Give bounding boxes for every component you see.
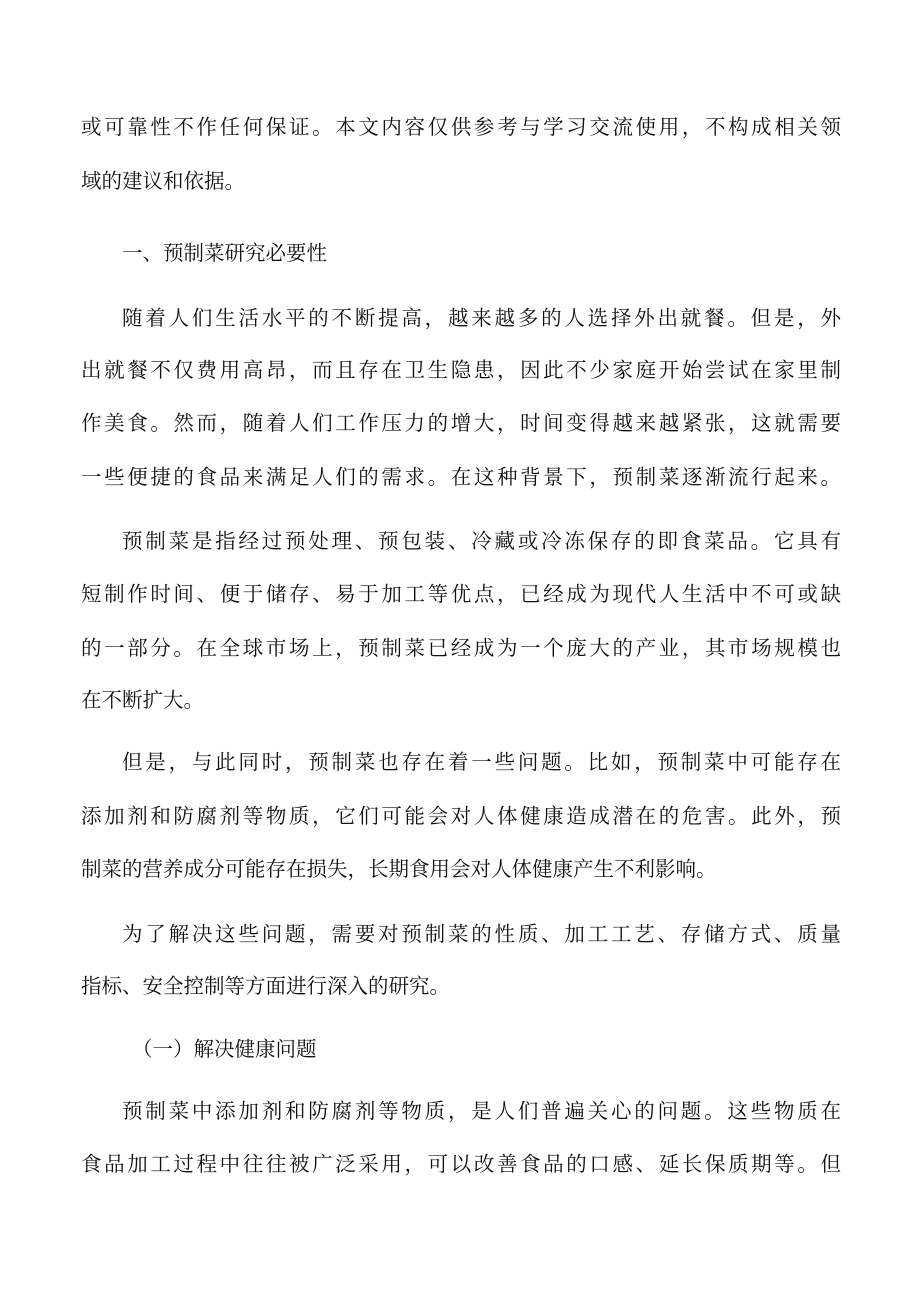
paragraph-1-line-1: 随着人们生活水平的不断提高，越来越多的人选择外出就餐。但是，外	[122, 306, 841, 330]
paragraph-1-line-2: 出就餐不仅费用高昂，而且存在卫生隐患，因此不少家庭开始尝试在家里制	[81, 358, 841, 382]
intro-line-1: 或可靠性不作任何保证。本文内容仅供参考与学习交流使用，不构成相关领	[81, 115, 841, 139]
paragraph-2-line-3: 的一部分。在全球市场上，预制菜已经成为一个庞大的产业，其市场规模也	[81, 636, 841, 660]
section-heading-necessity: 一、预制菜研究必要性	[122, 241, 327, 265]
paragraph-1-line-3: 作美食。然而，随着人们工作压力的增大，时间变得越来越紧张，这就需要	[81, 411, 841, 435]
paragraph-4-line-1: 为了解决这些问题，需要对预制菜的性质、加工工艺、存储方式、质量	[122, 922, 841, 946]
paragraph-2-line-1: 预制菜是指经过预处理、预包装、冷藏或冷冻保存的即食菜品。它具有	[122, 529, 841, 553]
paragraph-4-line-2: 指标、安全控制等方面进行深入的研究。	[81, 974, 450, 998]
subsection-paragraph-line-2: 食品加工过程中往往被广泛采用，可以改善食品的口感、延长保质期等。但	[81, 1152, 841, 1176]
paragraph-1-line-4: 一些便捷的食品来满足人们的需求。在这种背景下，预制菜逐渐流行起来。	[81, 465, 841, 489]
paragraph-3-line-1: 但是，与此同时，预制菜也存在着一些问题。比如，预制菜中可能存在	[122, 750, 841, 774]
paragraph-2-line-2: 短制作时间、便于储存、易于加工等优点，已经成为现代人生活中不可或缺	[81, 582, 841, 606]
paragraph-3-line-3: 制菜的营养成分可能存在损失，长期食用会对人体健康产生不利影响。	[81, 857, 717, 881]
paragraph-2-line-4: 在不断扩大。	[81, 688, 204, 712]
subsection-paragraph-line-1: 预制菜中添加剂和防腐剂等物质，是人们普遍关心的问题。这些物质在	[122, 1099, 841, 1123]
paragraph-3-line-2: 添加剂和防腐剂等物质，它们可能会对人体健康造成潜在的危害。此外，预	[81, 804, 841, 828]
subsection-heading-health: （一）解决健康问题	[132, 1037, 317, 1061]
intro-line-2: 域的建议和依据。	[81, 169, 245, 193]
